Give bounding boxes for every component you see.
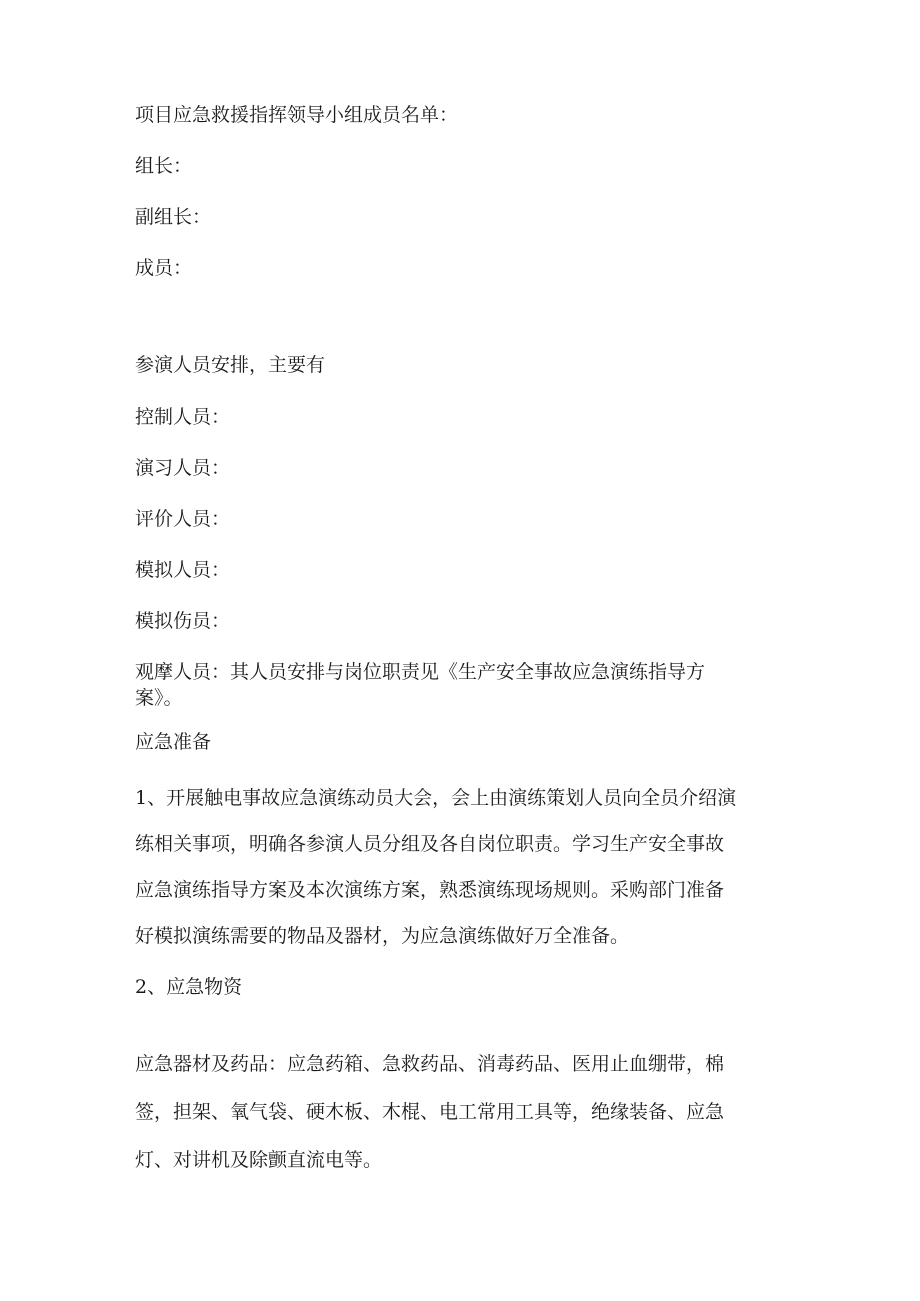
- simulated-injured-line: 模拟伤员：: [135, 610, 231, 632]
- prep-item-1-line: 1、开展触电事故应急演练动员大会，会上由演练策划人员向全员介绍演: [135, 787, 737, 809]
- supplies-line: 应急器材及药品：应急药箱、急救药品、消毒药品、医用止血绷带，棉: [135, 1053, 725, 1075]
- simulators-line: 模拟人员：: [135, 559, 231, 581]
- members-line: 成员：: [135, 257, 193, 279]
- drill-staff-line: 演习人员：: [135, 457, 231, 479]
- observers-line-2: 案》。: [135, 687, 183, 709]
- supplies-line: 灯、对讲机及除颤直流电等。: [135, 1149, 383, 1171]
- deputy-leader-line: 副组长：: [135, 206, 212, 228]
- prep-item-1: [135, 775, 785, 959]
- observers-line-1: 观摩人员：其人员安排与岗位职责见《生产安全事故应急演练指导方: [135, 661, 706, 683]
- controllers-line: 控制人员：: [135, 406, 231, 428]
- leadership-heading: 项目应急救援指挥领导小组成员名单：: [135, 104, 459, 126]
- evaluators-line: 评价人员：: [135, 508, 231, 530]
- prep-item-1-line: 练相关事项，明确各参演人员分组及各自岗位职责。学习生产安全事故: [135, 833, 725, 855]
- supplies-paragraph: [135, 1040, 785, 1184]
- supplies-line: 签，担架、氧气袋、硬木板、木棍、电工常用工具等，绝缘装备、应急: [135, 1101, 725, 1123]
- prep-heading: 应急准备: [135, 731, 212, 753]
- prep-item-1-line: 应急演练指导方案及本次演练方案，熟悉演练现场规则。采购部门准备: [135, 879, 725, 901]
- participants-heading: 参演人员安排，主要有: [135, 354, 326, 376]
- leader-line: 组长：: [135, 155, 193, 177]
- prep-item-1-line: 好模拟演练需要的物品及器材，为应急演练做好万全准备。: [135, 925, 630, 947]
- prep-item-2: 2、应急物资: [135, 976, 243, 998]
